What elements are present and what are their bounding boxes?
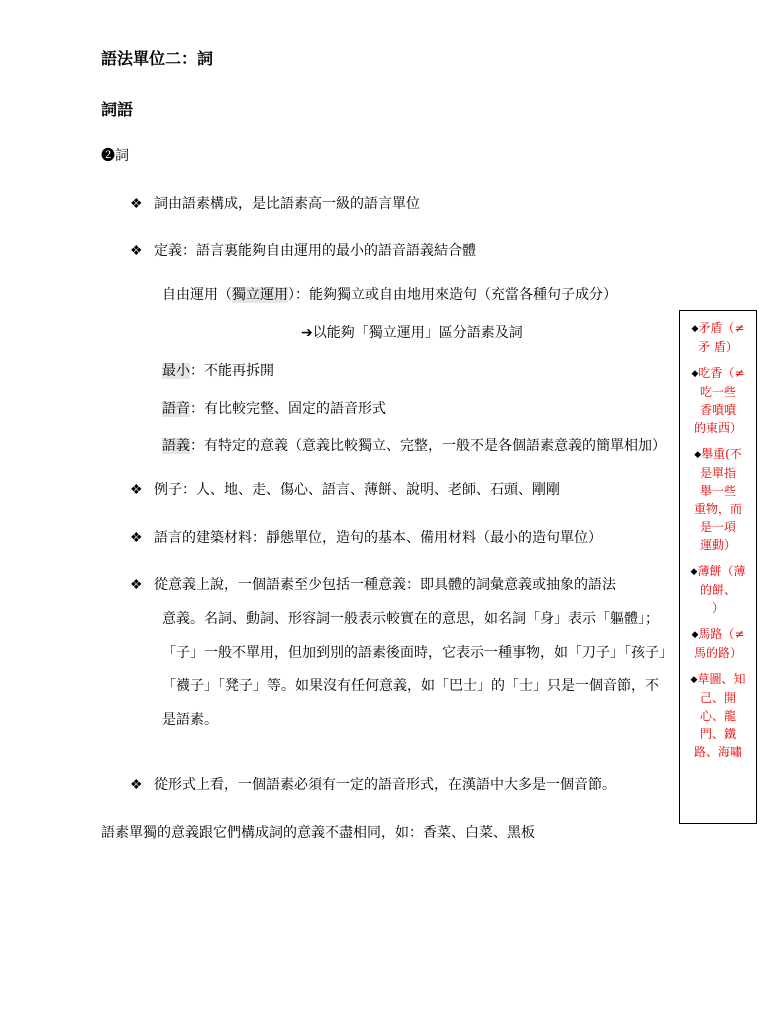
margin-note-line: 的東西） — [693, 421, 742, 435]
bullet-text: 定義：語言裏能夠自由運用的最小的語音語義結合體 — [154, 243, 476, 259]
minimal-line: 最小：不能再拆開 — [162, 363, 274, 379]
margin-note-line: 路、海嘯 — [693, 745, 742, 759]
bullet-text: 從意義上說，一個語素至少包括一種意義：即具體的詞彙意義或抽象的語法 — [154, 577, 616, 593]
margin-note-line: ◆舉重(不 — [694, 447, 742, 461]
bullet-text: 語言的建築材料：靜態單位，造句的基本、備用材料（最小的造句單位） — [154, 530, 602, 546]
note-diamond-icon: ◆ — [694, 450, 702, 460]
highlight-term: 獨立運用 — [232, 287, 288, 303]
bullet-diamond-icon: ❖ — [130, 577, 143, 593]
bullet-diamond-icon: ❖ — [130, 243, 143, 259]
note-diamond-icon: ◆ — [690, 675, 698, 685]
arrow-line: ➔以能夠「獨立運用」區分語素及詞 — [301, 325, 523, 341]
margin-note-line: ◆馬路（≠ — [691, 627, 745, 641]
highlight-term: 最小 — [162, 363, 190, 379]
bullet-item — [130, 193, 420, 213]
margin-note-line: ◆草圖、知 — [690, 672, 746, 686]
bullet-diamond-icon: ❖ — [130, 482, 143, 498]
margin-note-line: ） — [711, 601, 724, 615]
margin-note-line: ◆矛盾（≠ — [691, 321, 745, 335]
margin-note-line: 香噴噴 — [699, 403, 736, 417]
highlight-term: 語音 — [162, 401, 190, 417]
margin-note-5 — [684, 625, 752, 662]
margin-note-line: 心、龍 — [699, 709, 736, 723]
free-use-line: 自由運用（獨立運用）：能夠獨立或自由地用來造句（充當各種句子成分） — [162, 287, 617, 303]
bullet-item — [130, 240, 476, 260]
meaning-line: 語義：有特定的意義（意義比較獨立、完整，一般不是各個語素意義的簡單相加） — [162, 438, 666, 454]
margin-note-6 — [684, 670, 752, 761]
sound-line: 語音：有比較完整、固定的語音形式 — [162, 401, 386, 417]
bullet-text: 例子：人、地、走、傷心、語言、薄餅、說明、老師、石頭、剛剛 — [154, 482, 560, 498]
margin-note-line: 己、開 — [699, 691, 736, 705]
margin-note-line: 吃一些 — [699, 385, 736, 399]
bullet-item — [130, 574, 616, 594]
bullet-item — [130, 527, 602, 547]
bullet-paragraph: 意義。名詞、動詞、形容詞一般表示較實在的意思，如名詞「身」表示「軀體」；「子」一般不單用，但加到別的語素後面時，它表示一種事物，如「刀子」「孩子」「襪子」「凳子」等。如果沒有任何意義，如「巴士」的「士」只是一個音節，不是語素。 — [162, 611, 666, 728]
note-diamond-icon: ◆ — [691, 324, 699, 334]
note-diamond-icon: ◆ — [690, 567, 698, 577]
page-title: 語法單位二：詞 — [101, 49, 214, 68]
highlight-term: 語義 — [162, 438, 190, 454]
margin-note-line: ◆薄餅（薄 — [690, 564, 746, 578]
section-heading: 詞語 — [101, 100, 134, 119]
margin-note-4 — [684, 562, 752, 617]
margin-note-line: 是單指 — [699, 466, 736, 480]
bullet-text: 詞由語素構成，是比語素高一級的語言單位 — [154, 196, 420, 212]
margin-note-line: 馬的路） — [693, 646, 742, 660]
note-diamond-icon: ◆ — [691, 630, 699, 640]
closing-line: 語素單獨的意義跟它們構成詞的意義不盡相同，如：香菜、白菜、黑板 — [101, 825, 535, 841]
bullet-diamond-icon: ❖ — [130, 530, 143, 546]
note-diamond-icon: ◆ — [691, 369, 699, 379]
bullet-diamond-icon: ❖ — [130, 777, 143, 793]
margin-note-line: 是一項 — [699, 520, 736, 534]
margin-note-line: 重物，而 — [693, 502, 742, 516]
margin-note-line: 矛 盾） — [698, 340, 738, 354]
margin-note-line: 的餅、 — [699, 583, 736, 597]
margin-note-line: 門、鐵 — [699, 727, 736, 741]
margin-note-2 — [684, 364, 752, 437]
bullet-item — [130, 774, 616, 794]
subheading: ❷詞 — [101, 148, 129, 164]
margin-notes-box — [679, 310, 757, 824]
margin-note-1 — [684, 319, 752, 356]
margin-note-line: 舉一些 — [699, 484, 736, 498]
bullet-item — [130, 479, 560, 499]
bullet-diamond-icon: ❖ — [130, 196, 143, 212]
bullet-text: 從形式上看，一個語素必須有一定的語音形式，在漢語中大多是一個音節。 — [154, 777, 616, 793]
margin-note-line: ◆吃香（≠ — [691, 366, 745, 380]
margin-note-line: 運動） — [699, 538, 736, 552]
margin-note-3 — [684, 445, 752, 554]
